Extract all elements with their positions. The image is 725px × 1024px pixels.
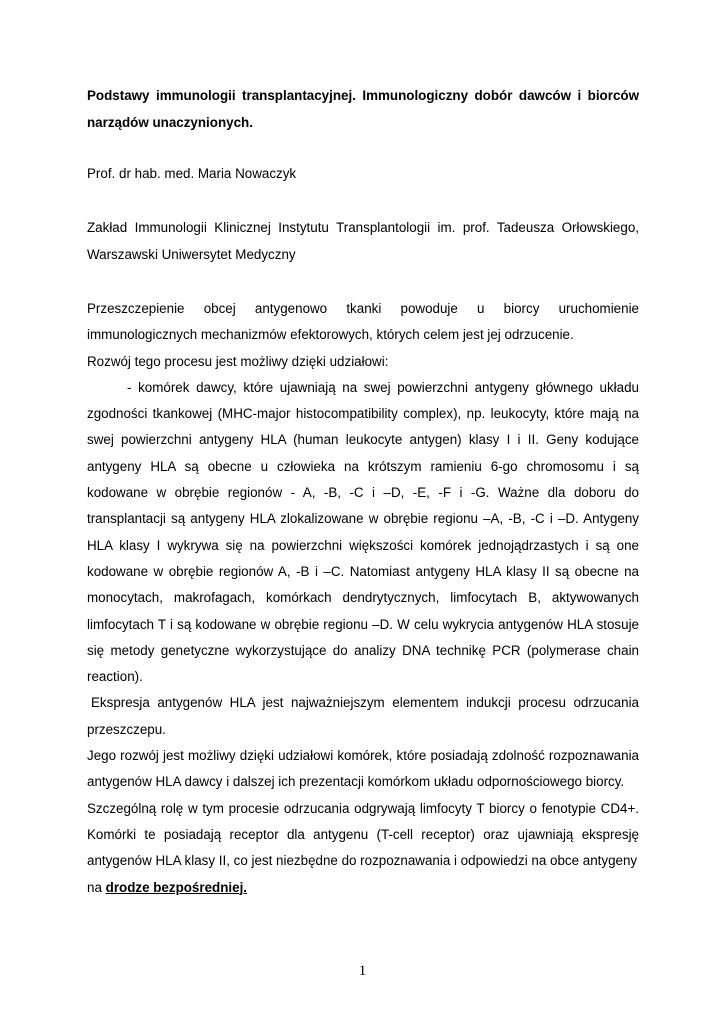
paragraph-final: [87, 875, 639, 901]
final-prefix: na: [87, 879, 102, 895]
affiliation-line: Zakład Immunologii Klinicznej Instytutu Transplantologii im. prof. Tadeusza Orłowskiego, Warszawski Uniwersytet Medyczny: [87, 220, 639, 262]
paragraph-development: Rozwój tego procesu jest możliwy dzięki udziałowi:: [87, 353, 389, 369]
body-text: [87, 296, 639, 901]
document-title: Podstawy immunologii transplantacyjnej. Immunologiczny dobór dawców i biorców narządów unaczynionych.: [87, 88, 639, 130]
author-line: Prof. dr hab. med. Maria Nowaczyk: [87, 166, 297, 181]
paragraph-recognition: Jego rozwój jest możliwy dzięki udziałowi komórek, które posiadają zdolność rozpoznawania antygenów HLA dawcy i dalszej ich prezentacji komórkom układu odpornościowego biorcy.: [87, 748, 639, 790]
paragraph-cd4: Szczególną rolę w tym procesie odrzucania odgrywają limfocyty T biorcy o fenotypie CD4+. Komórki te posiadają receptor dla antygenu (T-cell receptor) oraz ujawniają ekspresję antygenów HLA klasy II, co jest niezbędne do rozpoznawania i odpowiedzi na obce antygeny: [87, 800, 639, 869]
paragraph-intro: Przeszczepienie obcej antygenowo tkanki powoduje u biorcy uruchomienie immunologicznych mechanizmów efektorowych, których celem jest jej odrzucenie.: [87, 301, 639, 343]
page-number: 1: [358, 963, 367, 979]
paragraph-donor-cells: - komórek dawcy, które ujawniają na swej powierzchni antygeny głównego układu zgodności tkankowej (MHC-major histocompatibility complex), np. leukocyty, które mają na swej powierzchni antygeny HLA (human leukocyte antygen) klasy I i II. Geny kodujące antygeny HLA są obecne u człowieka na krótszym ramieniu 6-go chromosomu i są kodowane w obrębie regionów - A, -B, -C i –D, -E, -F i -G. Ważne dla doboru do transplantacji są antygeny HLA zlokalizowane w obrębie regionu –A, -B, -C i –D. Antygeny HLA klasy I wykrywa się na powierzchni większości komórek jednojądrzastych i są one kodowane w obrębie regionów A, -B i –C. Natomiast antygeny HLA klasy II są obecne na monocytach, makrofagach, komórkach dendrytycznych, limfocytach B, aktywowanych limfocytach T i są kodowane w obrębie regionu –D. W celu wykrycia antygenów HLA stosuje się metody genetyczne wykorzystujące do analizy DNA technikę PCR (polymerase chain reaction).: [87, 379, 639, 685]
direct-pathway-emphasis: drodze bezpośredniej.: [105, 879, 248, 895]
paragraph-hla-expression: Ekspresja antygenów HLA jest najważniejszym elementem indukcji procesu odrzucania przeszczepu.: [87, 695, 639, 737]
